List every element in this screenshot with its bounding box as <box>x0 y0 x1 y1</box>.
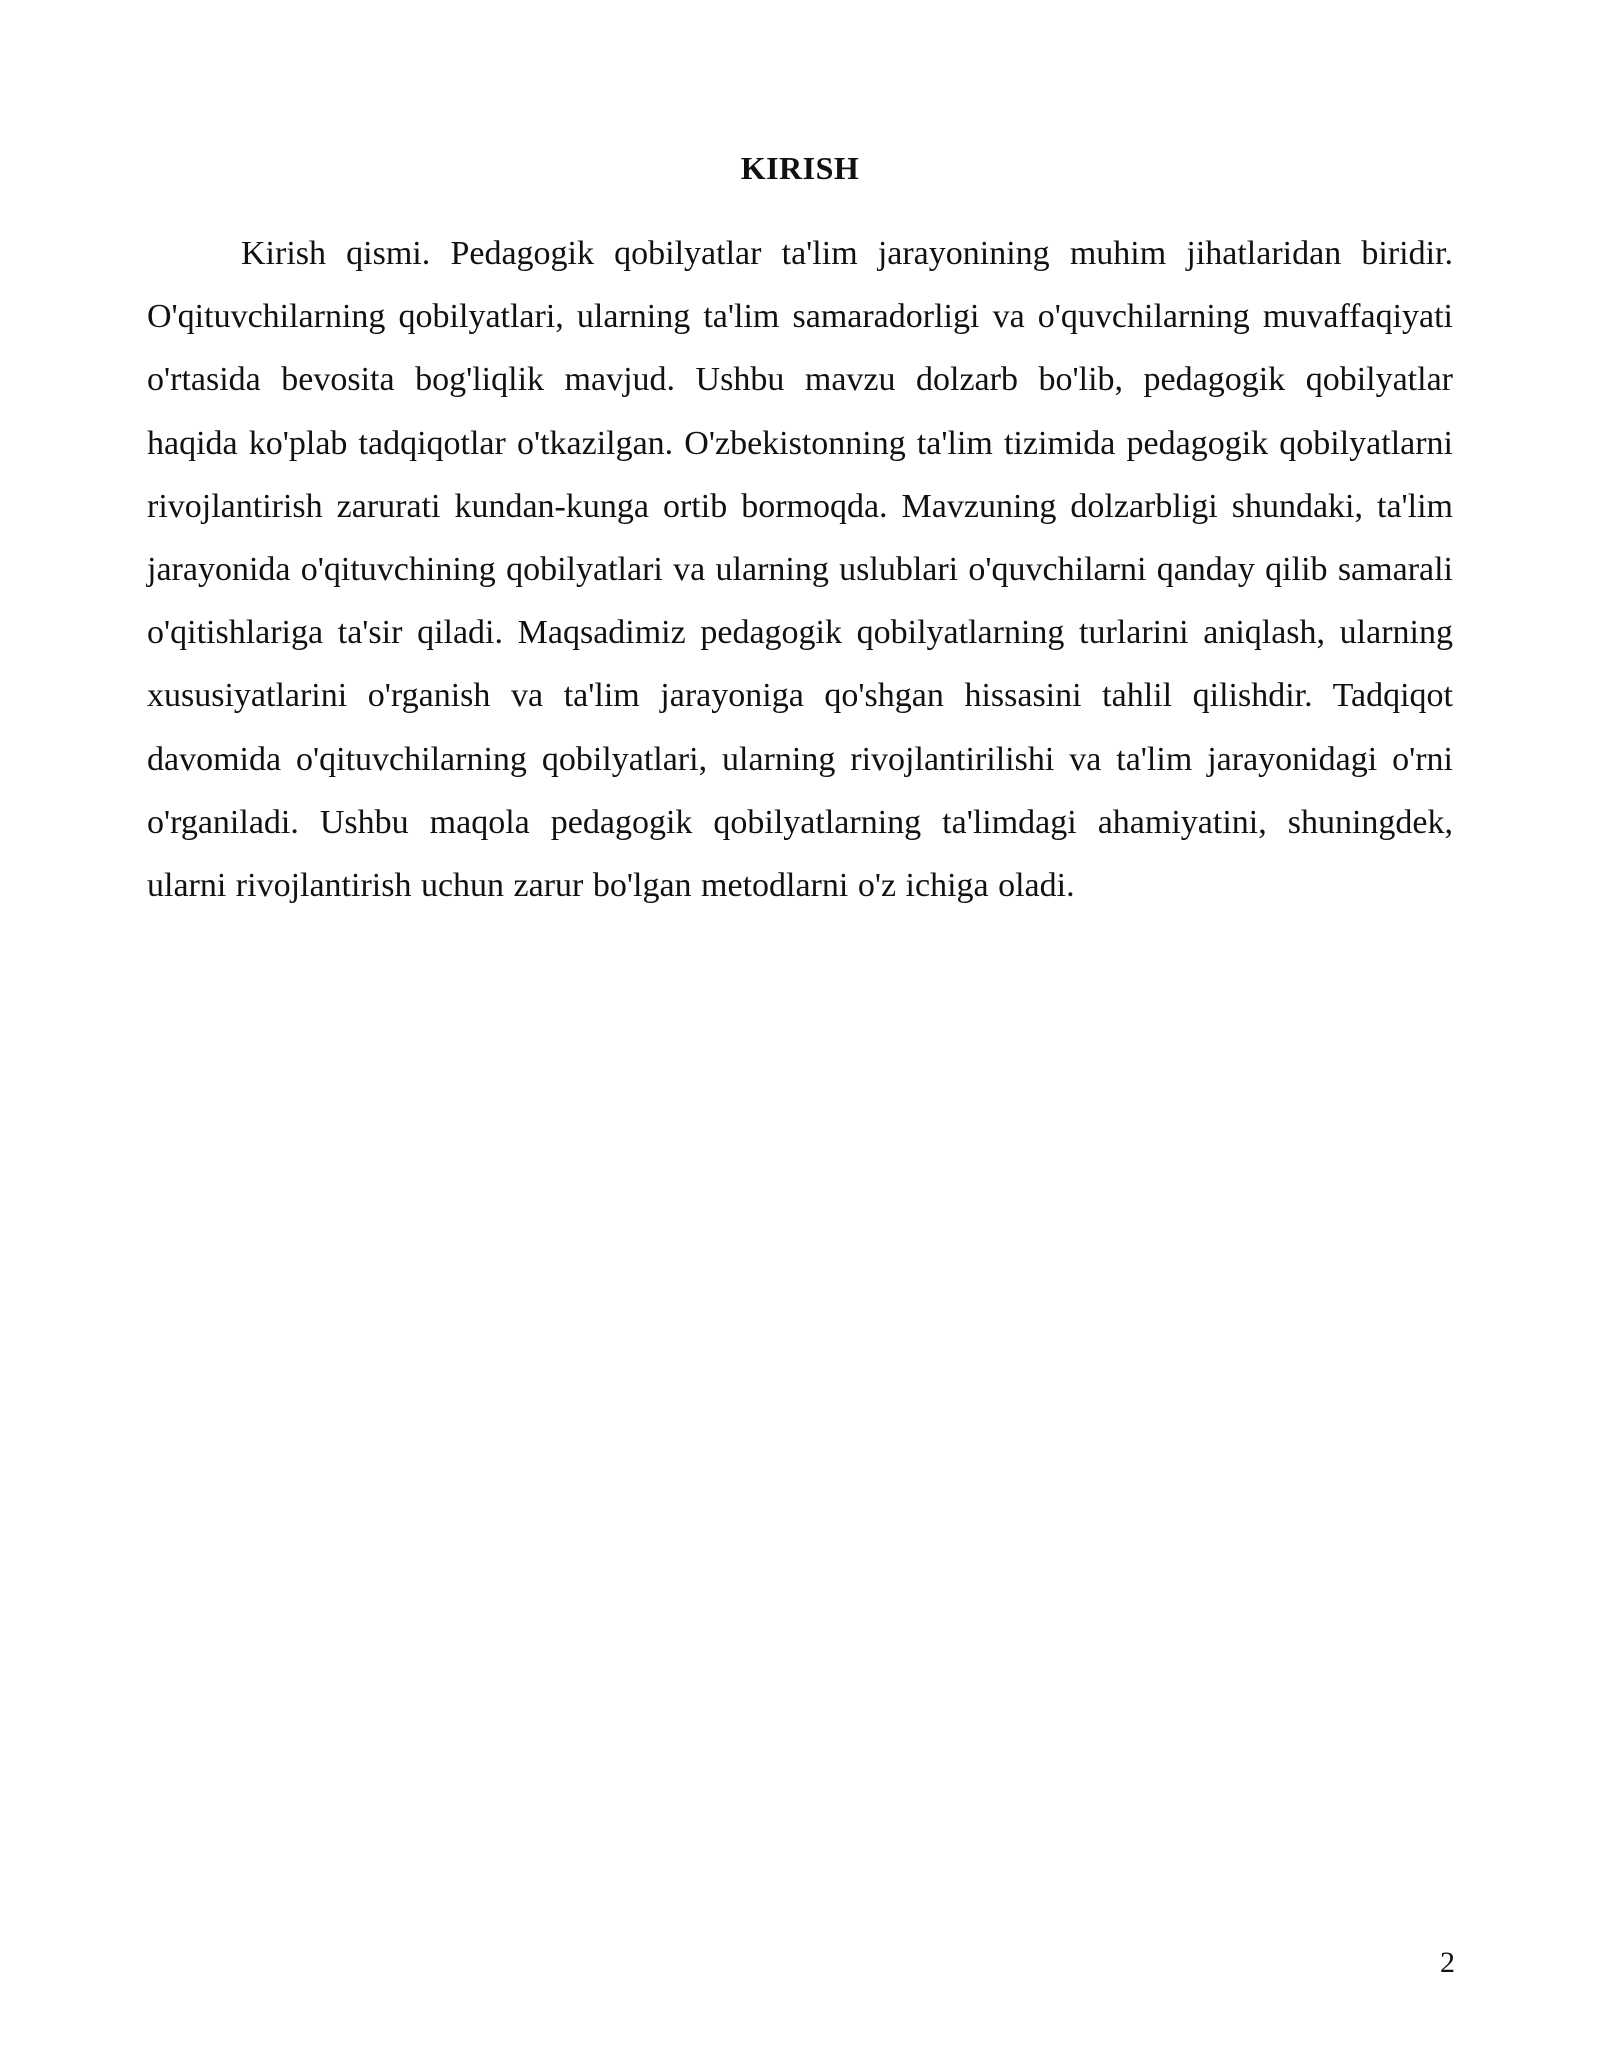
page-number: 2 <box>1440 1946 1455 1979</box>
intro-paragraph: Kirish qismi. Pedagogik qobilyatlar ta'lim jarayonining muhim jihatlaridan biridir. O'qituvchilarning qobilyatlari, ularning ta'lim samaradorligi va o'quvchilarning muvaffaqiyati o'rtasida bevosita bog'liqlik mavjud. Ushbu mavzu dolzarb bo'lib, pedagogik qobilyatlar haqida ko'plab tadqiqotlar o'tkazilgan. O'zbekistonning ta'lim tizimida pedagogik qobilyatlarni rivojlantirish zarurati kundan-kunga ortib bormoqda. Mavzuning dolzarbligi shundaki, ta'lim jarayonida o'qituvchining qobilyatlari va ularning uslublari o'quvchilarni qanday qilib samarali o'qitishlariga ta'sir qiladi. Maqsadimiz pedagogik qobilyatlarning turlarini aniqlash, ularning xususiyatlarini o'rganish va ta'lim jarayoniga qo'shgan hissasini tahlil qilishdir. Tadqiqot davomida o'qituvchilarning qobilyatlari, ularning rivojlantirilishi va ta'lim jarayonidagi o'rni o'rganiladi. Ushbu maqola pedagogik qobilyatlarning ta'limdagi ahamiyatini, shuningdek, ularni rivojlantirish uchun zarur bo'lgan metodlarni o'z ichiga oladi. <box>147 235 1453 905</box>
section-heading: KIRISH <box>740 150 860 186</box>
